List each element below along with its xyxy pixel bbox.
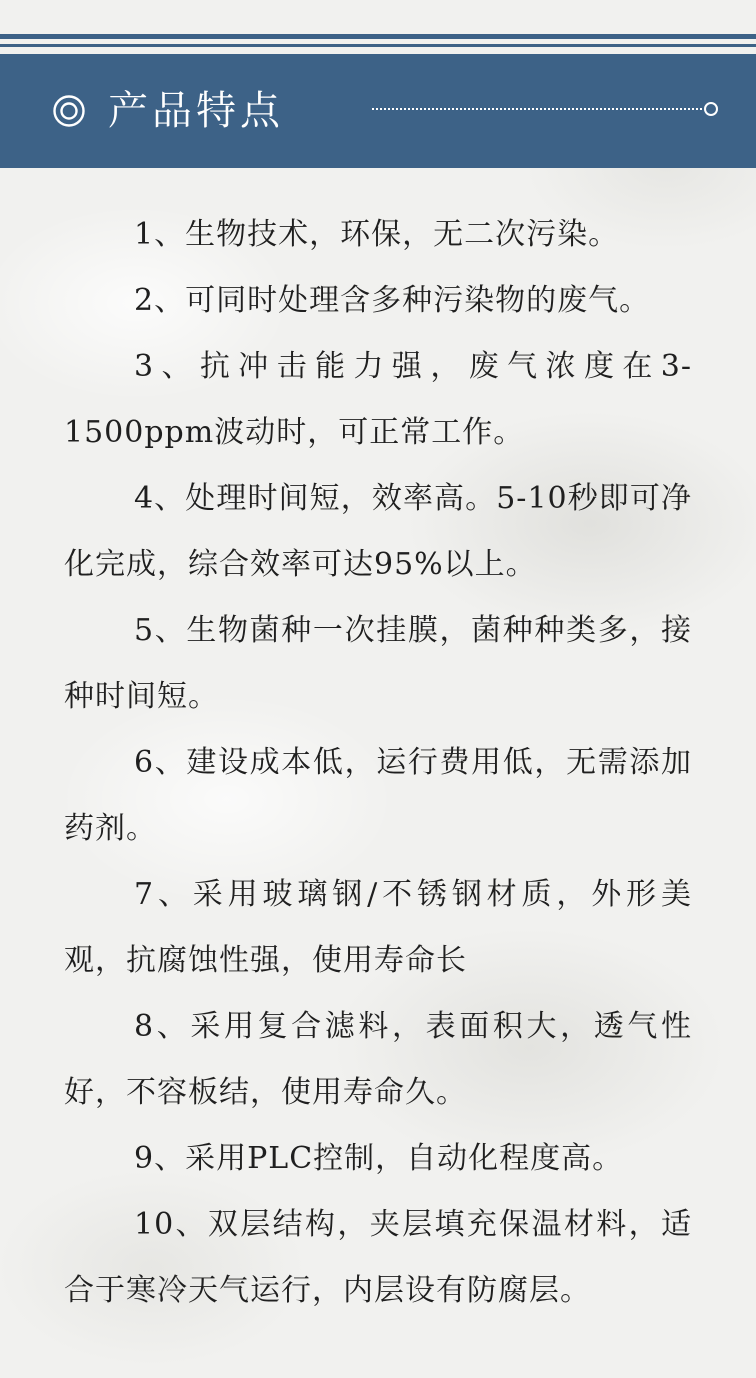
feature-item-1: 1、生物技术，环保，无二次污染。 [134, 217, 620, 252]
top-rule-thin [0, 44, 756, 47]
section-header [0, 54, 756, 168]
feature-item-2: 2、可同时处理含多种污染物的废气。 [134, 283, 651, 318]
feature-item-3: 3、抗冲击能力强，废气浓度在3-1500ppm波动时，可正常工作。 [64, 349, 692, 450]
feature-item-9: 9、采用PLC控制，自动化程度高。 [134, 1141, 624, 1176]
feature-item-7: 7、采用玻璃钢/不锈钢材质，外形美观，抗腐蚀性强，使用寿命长 [64, 877, 692, 978]
dotted-divider [372, 108, 702, 110]
feature-item-5: 5、生物菌种一次挂膜，菌种种类多，接种时间短。 [64, 613, 692, 714]
section-title: 产品特点 [108, 88, 284, 134]
feature-list [64, 202, 692, 1324]
double-circle-icon [52, 94, 86, 128]
feature-item-8: 8、采用复合滤料，表面积大，透气性好，不容板结，使用寿命久。 [64, 1009, 692, 1110]
divider-endcap-icon [704, 102, 718, 116]
feature-item-10: 10、双层结构，夹层填充保温材料，适合于寒冷天气运行，内层设有防腐层。 [64, 1207, 692, 1308]
feature-item-4: 4、处理时间短，效率高。5-10秒即可净化完成，综合效率可达95%以上。 [64, 481, 692, 582]
top-rule-thick [0, 34, 756, 39]
feature-item-6: 6、建设成本低，运行费用低，无需添加药剂。 [64, 745, 692, 846]
